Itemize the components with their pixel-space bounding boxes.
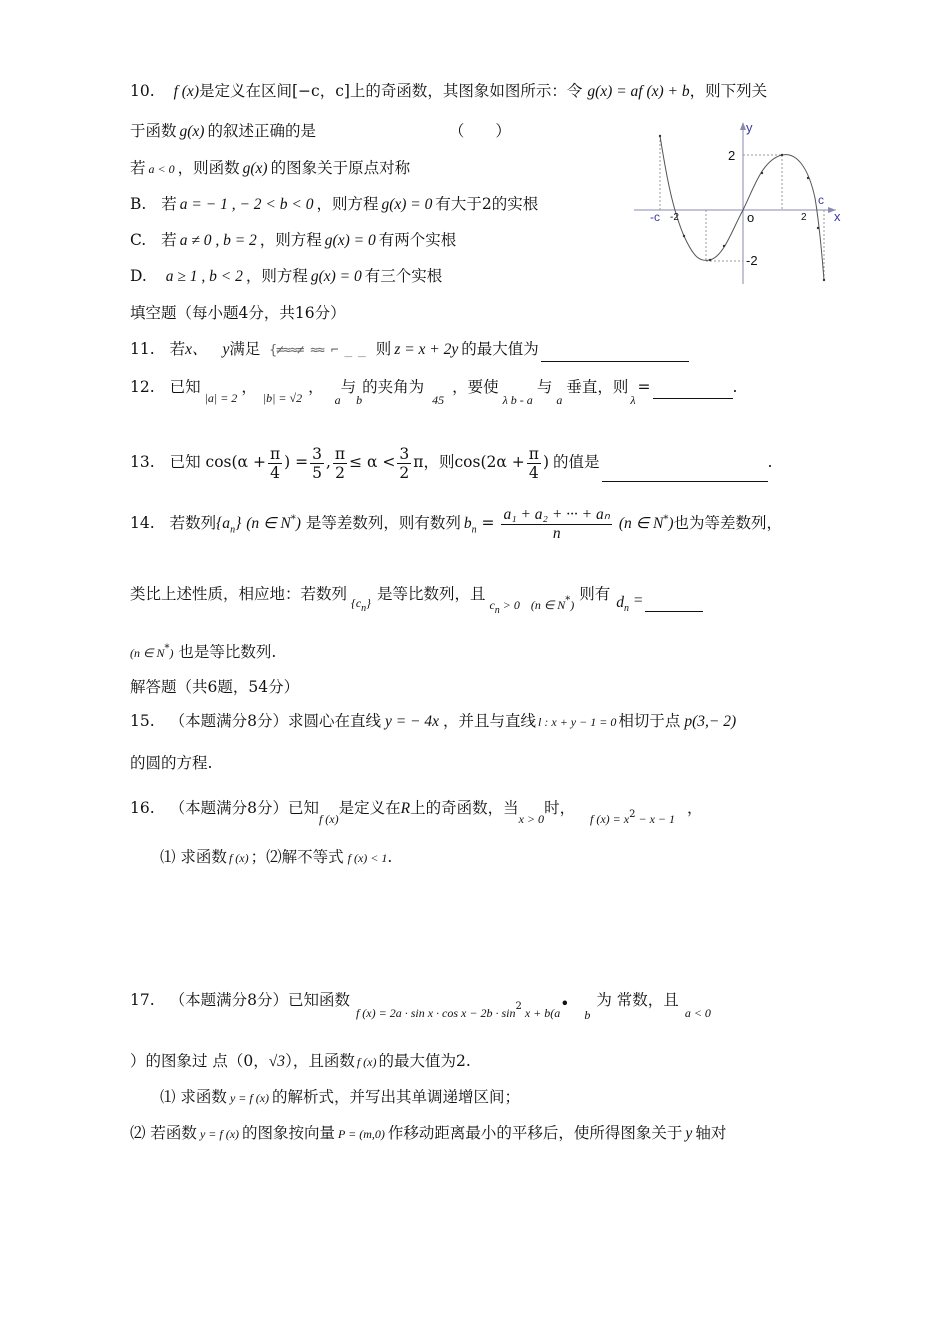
q14-nin-close: ) [295, 515, 301, 533]
q14-denom: n [552, 524, 561, 542]
q12-c: 与 [340, 378, 357, 396]
label-top-2: 2 [728, 148, 736, 163]
q14-seq-close: } [235, 515, 242, 533]
q13 [130, 442, 772, 482]
q13-three: 3 [312, 444, 322, 463]
q14-dn-eq: = [629, 592, 644, 610]
q17-b-var: b [584, 1008, 591, 1023]
q10-line1 [130, 80, 767, 103]
q15-b: ，并且与直线 [443, 712, 537, 730]
q10-optC-c: 有两个实根 [378, 231, 457, 249]
q14-line3 [130, 638, 276, 664]
q10-optB-a: 若 [161, 195, 177, 213]
q13-value: 的值是 [553, 453, 600, 471]
q14-cn-sub: n [361, 603, 367, 615]
q10-option-a [130, 157, 410, 180]
q13-number: 13. [130, 453, 155, 471]
q14-nin-close3: ) [570, 598, 575, 613]
q16-R: R [400, 800, 411, 818]
q14-bn: b [463, 515, 472, 533]
q14-seq-sub: n [230, 524, 236, 536]
q12-mod-a: |a| = 2 [204, 391, 238, 405]
q10-optA-gx: g(x) [242, 160, 268, 177]
section-answer-heading: 解答题（共6题，54分） [130, 678, 300, 696]
q10-fx: f (x) [173, 83, 199, 100]
label-neg-2: -2 [670, 212, 679, 223]
q16-fdef: f (x) = x [590, 812, 630, 827]
q15-number: 15. [130, 712, 155, 730]
q13-then: ，则 [423, 453, 455, 471]
q16-cond: x > 0 [518, 812, 545, 827]
q15-line-eq: y = − 4x [384, 713, 440, 730]
q15-c: 相切于点 [618, 712, 681, 730]
q17-sub2-c: 作移动距离最小的平移后，使所得图象关于 [387, 1124, 683, 1142]
q16-sub1b: ；⑵解不等式 [250, 848, 344, 866]
q16-ineq: f (x) < 1 [347, 851, 388, 865]
q10-option-b [130, 193, 538, 216]
q13-pi3: π [528, 444, 539, 463]
q16-fx: f (x) [318, 812, 339, 827]
q17-line2-c: 的最大值为2. [378, 1052, 471, 1070]
q10-optD-c: 有三个实根 [364, 267, 443, 285]
q14-gt0: > 0 [499, 598, 520, 613]
q14-line1 [130, 500, 782, 550]
q13-two2: 2 [399, 463, 410, 482]
q16-d: 时， [544, 799, 576, 818]
q12-vec-a: a [334, 393, 341, 407]
q13-pi2: π [334, 444, 346, 463]
q14-line2 [130, 580, 703, 617]
q13-close: π [413, 453, 424, 471]
q17-number: 17. [130, 991, 155, 1010]
q10-gx: g(x) [179, 123, 205, 140]
q13-frac-pi-2 [333, 445, 347, 482]
q10-option-d [130, 265, 442, 288]
q14-line2-a: 类比上述性质，相应地：若数列 [130, 585, 348, 604]
q12-answer-blank[interactable] [653, 382, 733, 399]
q14-cn-pos-sub: n [494, 605, 500, 617]
q14-nin-close4: ) [169, 646, 174, 661]
q12-b: ， [241, 378, 257, 396]
q12-h: = [637, 378, 651, 396]
q13-frac-pi-4 [268, 445, 282, 482]
q17-bullet: • [560, 995, 570, 1014]
q15-line1 [130, 710, 736, 733]
q12-vec-a2: a [556, 393, 563, 407]
q14-star4: * [164, 643, 170, 654]
q17-sub2-a: ⑵ 若函数 [130, 1124, 197, 1142]
q17-sub1 [160, 1086, 520, 1109]
q13-le: ≤ α < [349, 453, 396, 471]
q13-frac-3-5 [310, 445, 324, 482]
q10-optA-cond: a < 0 [148, 162, 175, 176]
q14-fraction [501, 506, 611, 543]
label-bottom-neg2: -2 [746, 253, 758, 268]
q12-dot: . [732, 378, 738, 396]
q10-optD-label: D. [130, 267, 147, 285]
q14-nin4: (n ∈ N [130, 646, 165, 661]
q12-b2: ， [308, 378, 324, 396]
q10-optA-b: ，则函数 [177, 159, 240, 177]
q17-sub2-b: 的图象按向量 [242, 1124, 336, 1142]
q11-z: z = x + 2y [394, 341, 459, 358]
label-origin: o [747, 210, 755, 225]
q14-number: 14. [130, 514, 155, 533]
q13-cos2: cos(2α + [454, 453, 525, 471]
q14-c: 也为等差数列， [673, 514, 783, 533]
q13-four: 4 [270, 463, 280, 482]
q10-optD-b: ，则方程 [245, 267, 308, 285]
q10-optB-c: 有大于2的实根 [435, 195, 539, 213]
q12-vec-b: b [356, 393, 363, 407]
q12-angle: 45 [432, 393, 445, 407]
q15-line2: 的圆的方程. [130, 754, 213, 772]
q14-star: * [290, 514, 296, 525]
label-pos-2: 2 [801, 212, 807, 223]
q13-a: 已知 [169, 453, 201, 471]
q13-two: 2 [335, 463, 345, 482]
q17-sub1-b: 的解析式，并写出其单调递增区间； [272, 1088, 521, 1106]
q14-b: 是等差数列，则有数列 [305, 514, 461, 533]
q11-garbled-constraints: {≠≈≈≠ ≈≈ ⌐ _ _ [269, 343, 365, 358]
q13-frac-3-2 [397, 445, 411, 482]
q15-l-eq: l : x + y − 1 = 0 [538, 715, 617, 729]
label-pos-c: c [818, 193, 824, 207]
q16-end: . [387, 848, 393, 866]
q12-d: 的夹角为 [362, 378, 425, 396]
q14-line3-text: 也是等比数列. [178, 643, 277, 662]
q14-dn-sub: n [624, 603, 629, 615]
q10-optC-eq: g(x) = 0 [324, 232, 376, 249]
q17-sub2-expr: y = f (x) [199, 1127, 240, 1141]
q13-five: 5 [312, 463, 322, 482]
q14-nin-close2: ) [668, 515, 674, 533]
q16-line2 [160, 846, 392, 869]
q11-c: 则 [375, 340, 392, 358]
q16-e: ， [687, 799, 703, 818]
q10-optA-a: 若 [130, 159, 146, 177]
q12-mod-b: |b| = √2 [262, 391, 303, 405]
q12-a: 已知 [169, 378, 201, 396]
q16-line1 [130, 794, 703, 827]
label-neg-c: -c [650, 210, 660, 224]
q17-line2-b: ），且函数 [285, 1052, 355, 1070]
q12-g: 垂直，则 [566, 378, 629, 396]
q10-optB-label: B. [130, 195, 147, 213]
q14-eq: = [476, 514, 495, 533]
q10-function-graph [632, 118, 847, 288]
q10-option-c [130, 229, 456, 252]
q14-nin3: (n ∈ N [530, 598, 566, 613]
q10-gx-def: g(x) = af (x) + b [587, 83, 690, 100]
q12-e: ，要使 [452, 378, 499, 396]
q17-sub1-a: ⑴ 求函数 [160, 1088, 227, 1106]
q10-line2b-text: 的叙述正确的是 [207, 122, 316, 140]
q14-line2-c: 则有 [579, 585, 611, 604]
q10-optB-eq: g(x) = 0 [381, 196, 433, 213]
q13-comma: , [325, 453, 331, 471]
q10-stem-b: ，则下列关 [689, 82, 768, 100]
q13-eq: ) = [284, 453, 309, 471]
q14-star3: * [565, 595, 571, 606]
q11-b: 满足 [229, 340, 261, 358]
q10-optC-cond: a ≠ 0 , b = 2 [179, 232, 257, 249]
q16-sq: 2 [629, 809, 636, 820]
q17-sqrt3: √3 [268, 1053, 286, 1070]
q16-fx2: f (x) [228, 851, 249, 865]
q14-cn: {c [351, 596, 362, 611]
q12-number: 12. [130, 378, 155, 396]
q14-dn: d [616, 594, 624, 612]
q13-close2: ) [542, 453, 549, 471]
q14-seq: {a [216, 515, 231, 533]
q14-cn-close: } [366, 596, 371, 611]
q17-sq: 2 [515, 1001, 522, 1012]
q12-expr: λ b - a [502, 393, 533, 407]
q17-vecP: P = (m,0) [338, 1127, 385, 1141]
q14-star2: * [663, 514, 669, 525]
curve-points [659, 135, 825, 281]
q11-x: x、 [185, 341, 208, 358]
q11-d: 的最大值为 [461, 340, 539, 358]
q10-number: 10. [130, 82, 155, 100]
q17-sub1-expr: y = f (x) [229, 1091, 270, 1105]
q10-optD-eq: g(x) = 0 [310, 268, 362, 285]
q16-number: 16. [130, 799, 155, 818]
q11 [130, 338, 689, 362]
q14-a: 若数列 [169, 514, 217, 533]
q15-point: p(3,− 2) [684, 713, 737, 730]
q16-c: 上的奇函数，当 [410, 799, 519, 818]
q14-nin2: (n ∈ N [618, 515, 664, 533]
q10-optC-label: C. [130, 231, 147, 249]
q16-sub1: ⑴ 求函数 [160, 848, 227, 866]
q11-answer-blank[interactable] [541, 345, 689, 362]
q10-optC-a: 若 [161, 231, 177, 249]
q17-c: 为 常数，且 [596, 991, 679, 1010]
q10-line2-text: 于函数 [130, 122, 177, 140]
q17-fx: f (x) [356, 1055, 377, 1069]
q10-optD-cond: a ≥ 1 , b < 2 [165, 268, 243, 285]
q14-answer-blank[interactable] [645, 595, 703, 612]
q17-y: y [685, 1125, 693, 1142]
q13-four2: 4 [528, 463, 539, 482]
q13-pi: π [269, 444, 281, 463]
q15-a: （本题满分8分）求圆心在直线 [169, 712, 381, 730]
section-fill-in-heading: 填空题（每小题4分，共16分） [130, 304, 346, 322]
q14-line2-b: 是等比数列，且 [376, 585, 486, 604]
q10-stem-a: 是定义在区间[−c，c]上的奇函数，其图象如图所示：令 [198, 82, 583, 100]
q17-sub2 [130, 1122, 726, 1145]
x-axis-label: x [834, 209, 841, 224]
q13-answer-blank[interactable] [602, 465, 768, 482]
q14-numer: a₁ + a₂ + ··· + aₙ [503, 505, 610, 523]
q14-bn-sub: n [471, 524, 477, 536]
q11-a: 若 [169, 340, 186, 358]
q14-nin: (n ∈ N [246, 515, 291, 533]
q17-a: （本题满分8分）已知函数 [169, 991, 350, 1010]
q10-optB-b: ，则方程 [316, 195, 379, 213]
q13-cos-expr: cos(α + [205, 453, 266, 471]
q10-answer-paren: （ ） [448, 122, 511, 140]
q17-line2 [130, 1050, 471, 1073]
q10-optB-cond: a = − 1 , − 2 < b < 0 [179, 196, 314, 213]
q12-f: 与 [536, 378, 553, 396]
function-curve [660, 136, 824, 280]
q17-line2-a: ）的图象过 点（0， [130, 1052, 269, 1070]
q17-fdef2: x + b(a [521, 1006, 561, 1021]
q16-a: （本题满分8分）已知 [169, 799, 319, 818]
q14-cn-pos: c [489, 598, 495, 613]
q13-dot: . [767, 453, 773, 471]
q10-optA-c: 的图象关于原点对称 [270, 159, 411, 177]
q10-optC-b: ，则方程 [259, 231, 322, 249]
q17-sub2-d: 轴对 [695, 1124, 727, 1142]
q16-fdef2: − x − 1 [635, 812, 675, 827]
q12-lambda: λ [630, 393, 636, 407]
q10-line2 [130, 120, 511, 143]
q13-frac-pi-4b [527, 445, 541, 482]
q11-number: 11. [130, 340, 155, 358]
q17-fdef: f (x) = 2a · sin x · cos x − 2b · sin [355, 1006, 516, 1021]
q16-b: 是定义在 [338, 799, 401, 818]
y-axis-label: y [746, 120, 753, 135]
q13-three2: 3 [399, 444, 410, 463]
q17-cond: a < 0 [684, 1006, 711, 1021]
q11-y: y [222, 341, 230, 358]
